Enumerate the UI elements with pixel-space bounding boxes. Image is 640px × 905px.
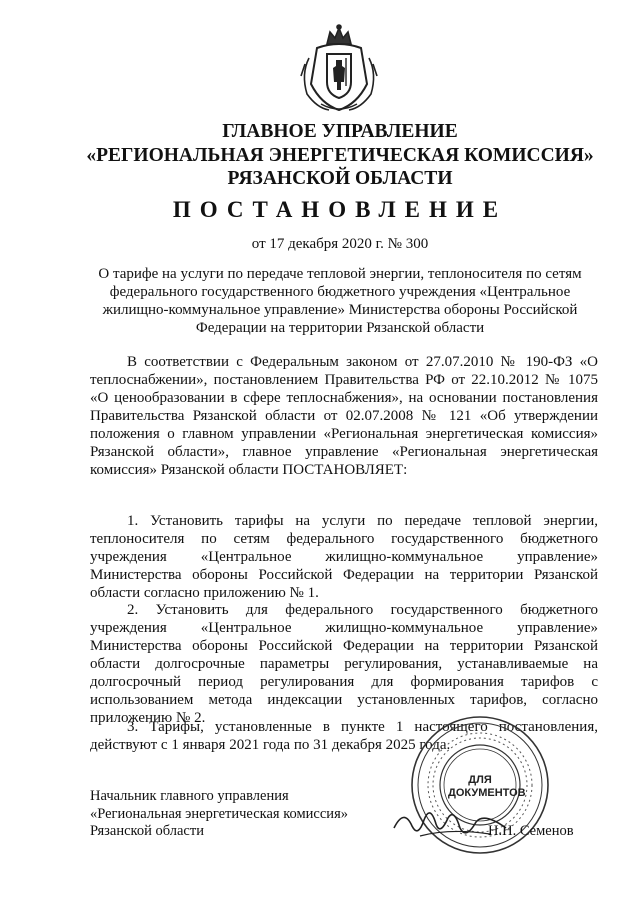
signer-position-line3: Рязанской области — [90, 823, 204, 839]
signer-position-line1: Начальник главного управления — [90, 788, 289, 804]
stamp-label — [448, 774, 526, 800]
authority-name-line1: ГЛАВНОЕ УПРАВЛЕНИЕ — [222, 121, 458, 142]
clause-1: 1. Установить тарифы на услуги по передаче тепловой энергии, теплоносителя по сетям федерального государственного бюджетного учреждения «Центральное жилищно-коммунальное управление» Министерства обороны Российской Федерации на территории Рязанской области согласно приложению № 1. — [90, 513, 598, 601]
stamp-label-line1: ДЛЯ — [468, 774, 492, 786]
document-date-number: от 17 декабря 2020 г. № 300 — [251, 236, 429, 252]
coat-of-arms-icon — [297, 24, 381, 116]
stamp-label-line2: ДОКУМЕНТОВ — [448, 787, 526, 799]
authority-name-line2: «РЕГИОНАЛЬНАЯ ЭНЕРГЕТИЧЕСКАЯ КОМИССИЯ» — [86, 145, 594, 166]
signer-name: Н.Н. Семенов — [488, 823, 574, 839]
preamble-paragraph: В соответствии с Федеральным законом от 27.07.2010 № 190-ФЗ «О теплоснабжении», постановлением Правительства РФ от 22.10.2012 № 1075 «О ценообразовании в сфере теплоснабжения», на основании постановления Правительства Рязанской области от 02.07.2008 № 121 «Об утверждении положения о главном управлении «Региональная энергетическая комиссия» Рязанской области», главное управление «Региональная энергетическая комиссия» Рязанской области ПОСТАНОВЛЯЕТ: — [90, 354, 598, 478]
authority-name-line3: РЯЗАНСКОЙ ОБЛАСТИ — [227, 168, 453, 189]
clause-2: 2. Установить для федерального государственного бюджетного учреждения «Центральное жилищно-коммунальное управление» Министерства обороны Российской Федерации на территории Рязанской области долгосрочные параметры регулирования, устанавливаемые на долгосрочный период регулирования для формирования тарифов с использованием метода индексации установленных тарифов, согласно приложению № 2. — [90, 602, 598, 726]
signature-block — [90, 788, 390, 841]
clause-3: 3. Тарифы, установленные в пункте 1 настоящего постановления, действуют с 1 января 2021 года по 31 декабря 2025 года. — [90, 719, 598, 753]
signer-position-line2: «Региональная энергетическая комиссия» — [90, 805, 348, 822]
document-subject: О тарифе на услуги по передаче тепловой энергии, теплоносителя по сетям федерального государственного бюджетного учреждения «Центральное жилищно-коммунальное управление» Министерства обороны Российской Федерации на территории Рязанской области — [98, 266, 582, 336]
document-type-title: ПОСТАНОВЛЕНИЕ — [172, 197, 508, 222]
